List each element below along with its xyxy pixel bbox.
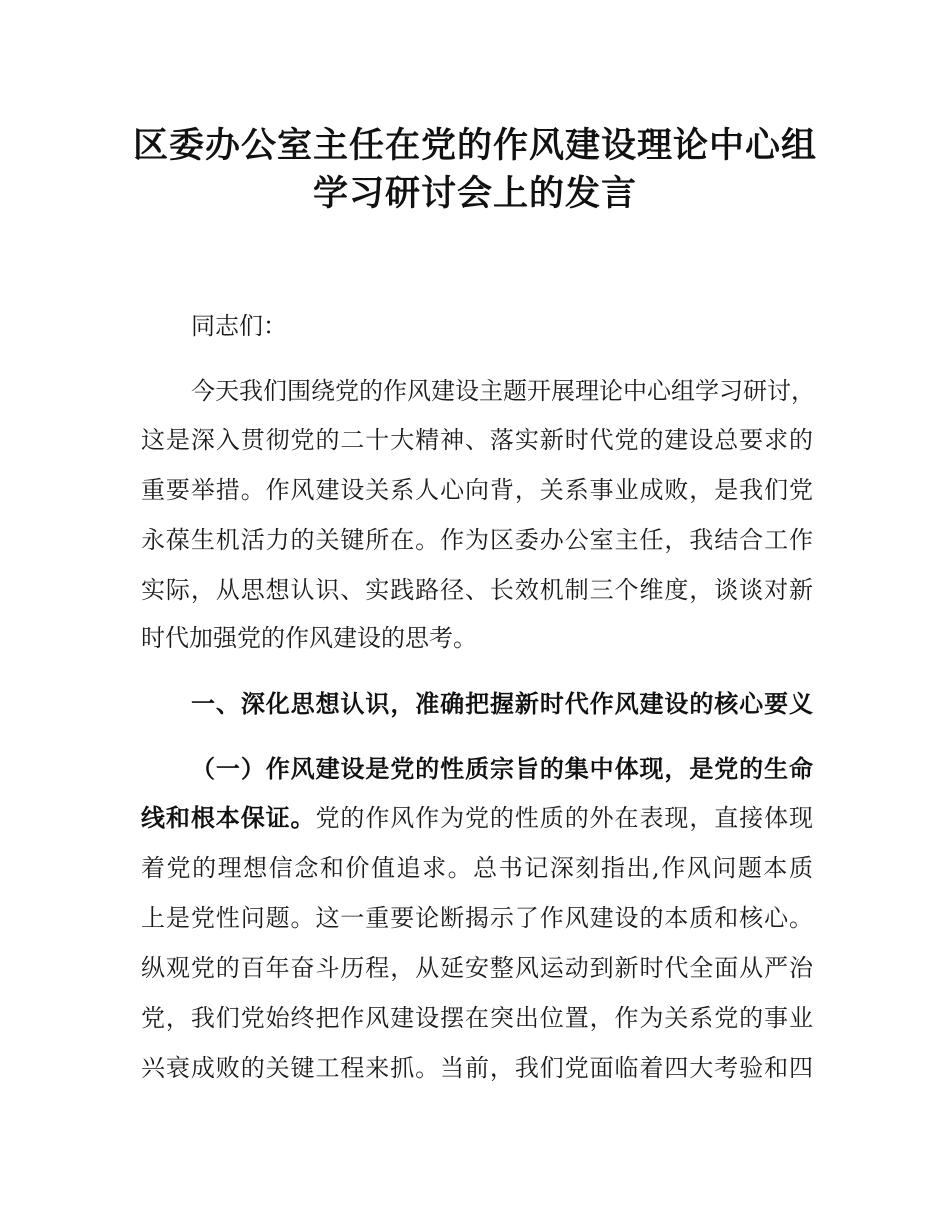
subsection-1-line-2 <box>141 802 813 834</box>
document-title-line-2: 学习研讨会上的发言 <box>312 174 637 214</box>
subsection-1-line-5: 纵观党的百年奋斗历程，从延安整风运动到新时代全面从严治 <box>141 954 813 982</box>
paragraph-1-line-2: 这是深入贯彻党的二十大精神、落实新时代党的建设总要求的 <box>141 426 813 454</box>
subsection-heading-1-end: 线和根本保证。 <box>141 804 316 832</box>
paragraph-1-line-6: 时代加强党的作风建设的思考。 <box>141 624 477 652</box>
paragraph-1-line-4: 永葆生机活力的关键所在。作为区委办公室主任，我结合工作 <box>141 526 813 554</box>
subsection-1-line-7: 兴衰成败的关键工程来抓。当前，我们党面临着四大考验和四 <box>141 1054 813 1082</box>
subsection-1-line-3: 着党的理想信念和价值追求。总书记深刻指出,作风问题本质 <box>141 854 813 882</box>
paragraph-1-line-3: 重要举措。作风建设关系人心向背，关系事业成败，是我们党 <box>141 476 813 504</box>
subsection-heading-1: （一）作风建设是党的性质宗旨的集中体现，是党的生命 <box>191 755 813 783</box>
subsection-1-line-4: 上是党性问题。这一重要论断揭示了作风建设的本质和核心。 <box>141 904 813 932</box>
subsection-1-line-2-text: 党的作风作为党的性质的外在表现，直接体现 <box>315 804 814 832</box>
paragraph-1-line-5: 实际，从思想认识、实践路径、长效机制三个维度，谈谈对新 <box>141 576 813 604</box>
paragraph-1-line-1: 今天我们围绕党的作风建设主题开展理论中心组学习研讨， <box>191 377 815 405</box>
section-heading-1: 一、深化思想认识，准确把握新时代作风建设的核心要义 <box>191 690 813 718</box>
document-title-line-1: 区委办公室主任在党的作风建设理论中心组 <box>132 126 817 166</box>
subsection-1-line-6: 党，我们党始终把作风建设摆在突出位置，作为关系党的事业 <box>141 1004 813 1032</box>
salutation: 同志们： <box>191 312 287 340</box>
